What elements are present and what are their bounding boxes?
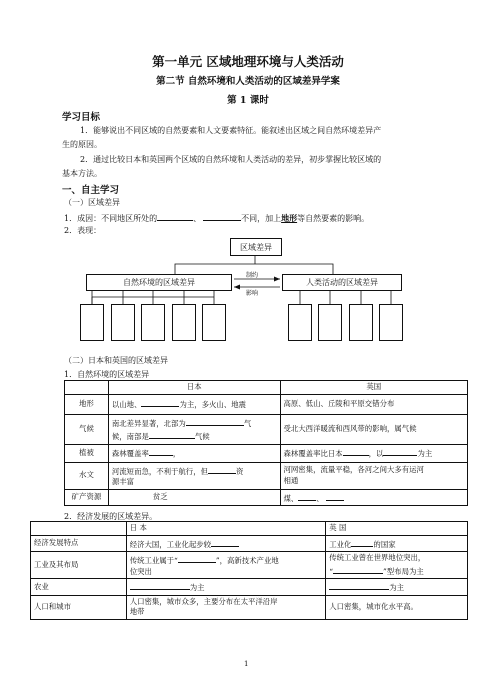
table-cell xyxy=(108,414,280,444)
goal-2-line-a: 2．通过比较日本和英国两个区域的自然环境和人类活动的差异，初步掌握比较区域的 xyxy=(80,155,382,164)
table-cell xyxy=(280,414,468,444)
table-cell xyxy=(65,381,109,395)
economy-table xyxy=(30,521,468,620)
table-cell xyxy=(280,444,468,462)
fill-blank[interactable] xyxy=(208,464,236,474)
diagram-blank-box[interactable] xyxy=(141,304,165,341)
fill-blank[interactable] xyxy=(178,553,216,563)
cell-text: 为主，多火山、地震 xyxy=(179,400,246,410)
cell-text: 人口密集，城市众多，主要分布在太平洋沿岸 xyxy=(129,596,278,606)
table-cell xyxy=(108,462,280,489)
cell-text: ， xyxy=(172,449,181,459)
fill-blank[interactable] xyxy=(329,580,389,590)
table-row xyxy=(31,522,468,536)
cause-text-e: 等自然要素的影响。 xyxy=(297,214,370,223)
cell-text: 气 xyxy=(243,418,252,428)
table-cell xyxy=(326,579,468,596)
table-cell xyxy=(108,489,280,506)
diagram-blank-box[interactable] xyxy=(318,304,342,341)
table-cell xyxy=(126,552,326,579)
table-cell xyxy=(108,444,280,462)
table-cell xyxy=(326,535,468,552)
table2-title: 2．经济发展的区域差异。 xyxy=(64,512,158,521)
cell-text: 、 xyxy=(316,493,324,503)
diagram-blank-box[interactable] xyxy=(202,304,226,341)
table-cell xyxy=(126,595,326,619)
cell-text: 地带 xyxy=(129,607,145,616)
manifestation-label: 2．表现： xyxy=(64,226,102,235)
cell-text: 南北差异显著，北部为 xyxy=(111,418,186,428)
column-header-japan: 日本 xyxy=(108,381,280,395)
table-row xyxy=(65,462,468,489)
fill-blank[interactable] xyxy=(186,416,244,426)
cell-text: 位突出 xyxy=(129,566,152,576)
cause-text-c: 不同，加上 xyxy=(241,214,282,223)
cell-text: 高原、低山、丘陵和平原交错分布 xyxy=(283,398,395,408)
cell-text: ”型布局为主 xyxy=(383,566,424,576)
lesson-label: 第 1 课时 xyxy=(227,95,269,106)
fill-blank[interactable] xyxy=(211,537,239,547)
row-label-industry: 工业及其布局 xyxy=(31,552,127,579)
table-row xyxy=(31,579,468,596)
section1-sub1: （一）区域差异 xyxy=(64,198,120,207)
diagram-blank-box[interactable] xyxy=(111,304,135,341)
page-number: 1 xyxy=(244,660,249,668)
section1-sub2: （二）日本和英国的区域差异 xyxy=(64,356,168,365)
diagram-blank-box[interactable] xyxy=(172,304,196,341)
cell-text: 传统工业曾在世界地位突出， xyxy=(329,553,426,562)
table-row xyxy=(31,595,468,619)
cell-text: 相通 xyxy=(283,475,299,485)
table-row xyxy=(65,394,468,414)
cell-text: ，以 xyxy=(368,449,384,459)
table-cell xyxy=(280,489,468,506)
fill-blank[interactable] xyxy=(298,491,316,501)
row-label-vegetation: 植被 xyxy=(65,444,109,462)
arrow-label-constrain: 制约 xyxy=(246,272,259,279)
fill-blank[interactable] xyxy=(383,446,417,456)
cell-text: 人口密集，城市化水平高。 xyxy=(329,601,418,611)
cell-text: 受北大西洋暖流和西风带的影响，属气候 xyxy=(283,423,417,433)
fill-blank[interactable] xyxy=(343,446,369,456)
table-cell xyxy=(326,552,468,579)
goal-1-line-b: 生的原因。 xyxy=(62,140,102,149)
diagram-right-label: 人类活动的区域差异 xyxy=(306,278,378,287)
fill-blank[interactable] xyxy=(351,537,373,547)
table1-title: 1．自然环境的区域差异 xyxy=(64,370,150,379)
cell-text: 河网密集，流量平稳，各河之间大多有运河 xyxy=(283,465,424,474)
fill-blank[interactable] xyxy=(333,564,383,574)
cell-text: 候，南部是 xyxy=(111,432,149,441)
cell-text: 以山地、 xyxy=(111,400,142,410)
diagram-right-box xyxy=(282,274,402,291)
diagram-blank-box[interactable] xyxy=(349,304,373,341)
natural-environment-table xyxy=(64,380,468,506)
fill-blank[interactable] xyxy=(149,429,195,439)
diagram-blank-box[interactable] xyxy=(80,304,104,341)
table-cell xyxy=(126,579,326,596)
goals-heading: 学习目标 xyxy=(62,112,101,123)
diagram-blank-box[interactable] xyxy=(288,304,312,341)
table-cell xyxy=(31,522,127,536)
fill-blank[interactable] xyxy=(149,446,173,456)
table-cell xyxy=(108,394,280,414)
diagram-top-box xyxy=(230,238,282,256)
cell-text: 贫乏 xyxy=(152,492,168,501)
table-cell xyxy=(326,595,468,619)
cell-text: 河流短而急，不利于航行，但 xyxy=(111,466,208,476)
column-header-japan: 日 本 xyxy=(126,522,326,536)
row-label-agriculture: 农业 xyxy=(31,579,127,596)
table-row xyxy=(65,414,468,444)
diagram-left-box xyxy=(86,274,232,291)
cell-text: 为主 xyxy=(417,449,433,459)
cell-text: 为主 xyxy=(389,583,405,592)
cell-text: 森林覆盖率 xyxy=(111,449,149,459)
column-header-uk: 英 国 xyxy=(326,522,468,536)
diagram-top-label: 区域差异 xyxy=(240,242,272,252)
cell-text: ”，高新技术产业地 xyxy=(215,556,279,565)
column-header-uk: 英国 xyxy=(280,381,468,395)
row-label-population: 人口和城市 xyxy=(31,595,127,619)
table-row xyxy=(31,552,468,579)
cell-text: 经济大国，工业化起步较 xyxy=(129,539,212,549)
fill-blank[interactable] xyxy=(141,397,179,407)
row-label-economy: 经济发展特点 xyxy=(31,535,127,552)
page-subtitle: 第二节 自然环境和人类活动的区域差异学案 xyxy=(156,76,340,87)
cell-text: 资 xyxy=(235,466,244,476)
row-label-hydrology: 水文 xyxy=(65,462,109,489)
row-label-terrain: 地形 xyxy=(65,394,109,414)
fill-blank[interactable] xyxy=(130,580,190,590)
section1-heading: 一、自主学习 xyxy=(62,185,120,196)
cause-text-d: 地形 xyxy=(281,213,298,223)
table-row xyxy=(65,489,468,506)
cell-text: 煤、 xyxy=(283,493,299,503)
row-label-minerals: 矿产资源 xyxy=(65,489,109,506)
table-row xyxy=(31,535,468,552)
cell-text: 的国家 xyxy=(373,539,396,549)
cell-text: 气候 xyxy=(194,432,210,441)
cell-text: 传统工业属于“ xyxy=(129,556,178,565)
row-label-climate: 气候 xyxy=(65,414,109,444)
cell-text: 森林覆盖率比日本 xyxy=(283,449,343,459)
table-cell xyxy=(280,462,468,489)
page-title: 第一单元 区域地理环境与人类活动 xyxy=(152,54,344,69)
cell-text: 为主 xyxy=(189,583,205,592)
goal-2-line-b: 基本方法。 xyxy=(62,169,102,178)
arrow-label-influence: 影响 xyxy=(246,290,259,297)
goal-1-line-a: 1．能够说出不同区域的自然要素和人文要素特征。能叙述出区域之间自然环境差异产 xyxy=(80,126,382,135)
cell-text: 工业化 xyxy=(329,539,352,549)
cause-text-b: 、 xyxy=(193,214,202,223)
table-row xyxy=(65,381,468,395)
table-row xyxy=(65,444,468,462)
fill-blank[interactable] xyxy=(326,491,344,501)
cause-text-a: 1．成因：不同地区所处的 xyxy=(64,214,158,223)
table-cell xyxy=(126,535,326,552)
diagram-blank-box[interactable] xyxy=(379,304,403,341)
table-cell xyxy=(280,394,468,414)
diagram-left-label: 自然环境的区域差异 xyxy=(123,278,195,287)
cell-text: 源丰富 xyxy=(111,477,135,486)
cell-text: “ xyxy=(329,566,334,576)
